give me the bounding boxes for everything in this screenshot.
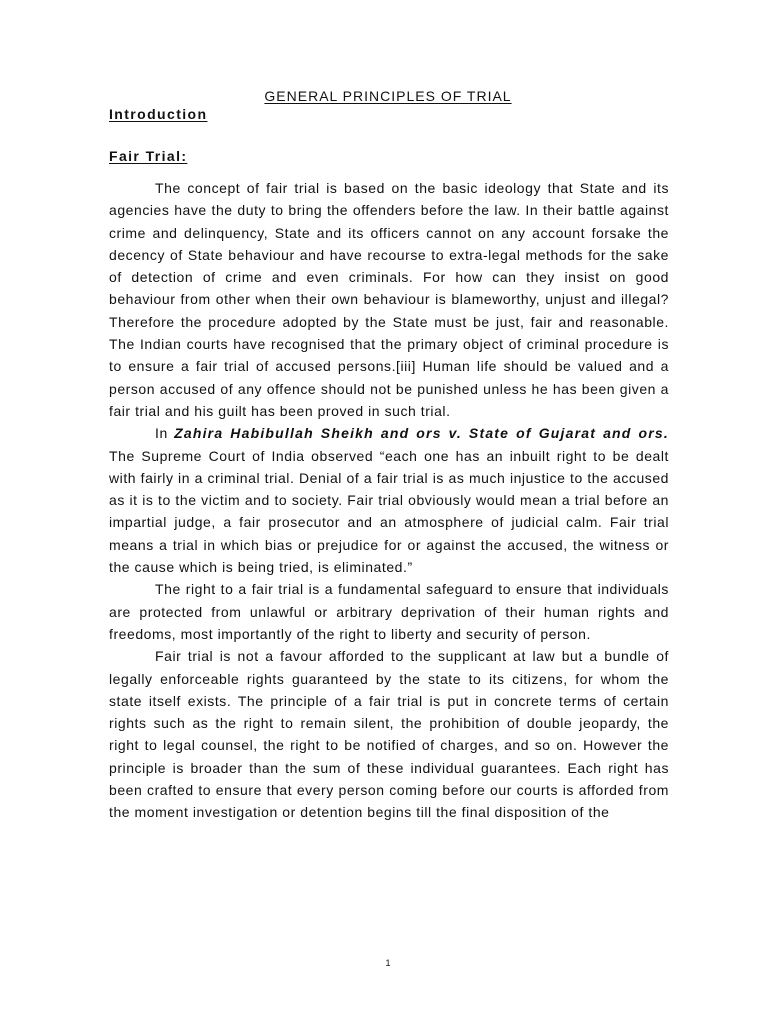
document-title: GENERAL PRINCIPLES OF TRIAL [264, 88, 512, 104]
page-number: 1 [385, 958, 391, 968]
paragraph-zahira-case [109, 422, 669, 578]
paragraph-prefix: In [155, 425, 175, 442]
case-citation: Zahira Habibullah Sheikh and ors v. State of Gujarat and ors. [174, 425, 669, 442]
paragraph-fundamental-safeguard: The right to a fair trial is a fundamental safeguard to ensure that individuals are protected from unlawful or arbitrary deprivation of their human rights and freedoms, most importantly of the right to liberty and security of person. [109, 581, 669, 642]
introduction-heading: Introduction [109, 106, 208, 122]
paragraph-fair-trial-concept: The concept of fair trial is based on the basic ideology that State and its agencies have the duty to bring the offenders before the law. In their battle against crime and delinquency, State and its officers cannot on any account forsake the decency of State behaviour and have recourse to extra-legal methods for the sake of detection of crime and even criminals. For how can they insist on good behaviour from other when their own behaviour is blameworthy, unjust and illegal? Therefore the procedure adopted by the State must be just, fair and reasonable. The Indian courts have recognised that the primary object of criminal procedure is to ensure a fair trial of accused persons.[iii] Human life should be valued and a person accused of any offence should not be punished unless he has been given a fair trial and his guilt has been proved in such trial. [109, 180, 669, 419]
paragraph-text: The Supreme Court of India observed “each one has an inbuilt right to be dealt with fairly in a criminal trial. Denial of a fair trial is as much injustice to the accused as it is to the victim and to society. Fair trial obviously would mean a trial before an impartial judge, a fair prosecutor and an atmosphere of judicial calm. Fair trial means a trial in which bias or prejudice for or against the accused, the witness or the cause which is being tried, is eliminated.” [109, 447, 669, 576]
paragraph-bundle-of-rights: Fair trial is not a favour afforded to the supplicant at law but a bundle of legally enforceable rights guaranteed by the state to its citizens, for whom the state itself exists. The principle of a fair trial is put in concrete terms of certain rights such as the right to remain silent, the prohibition of double jeopardy, the right to legal counsel, the right to be notified of charges, and so on. However the principle is broader than the sum of these individual guarantees. Each right has been crafted to ensure that every person coming before our courts is afforded from the moment investigation or detention begins till the final disposition of the [109, 648, 669, 821]
fair-trial-heading: Fair Trial: [109, 148, 188, 164]
document-body [109, 177, 669, 824]
